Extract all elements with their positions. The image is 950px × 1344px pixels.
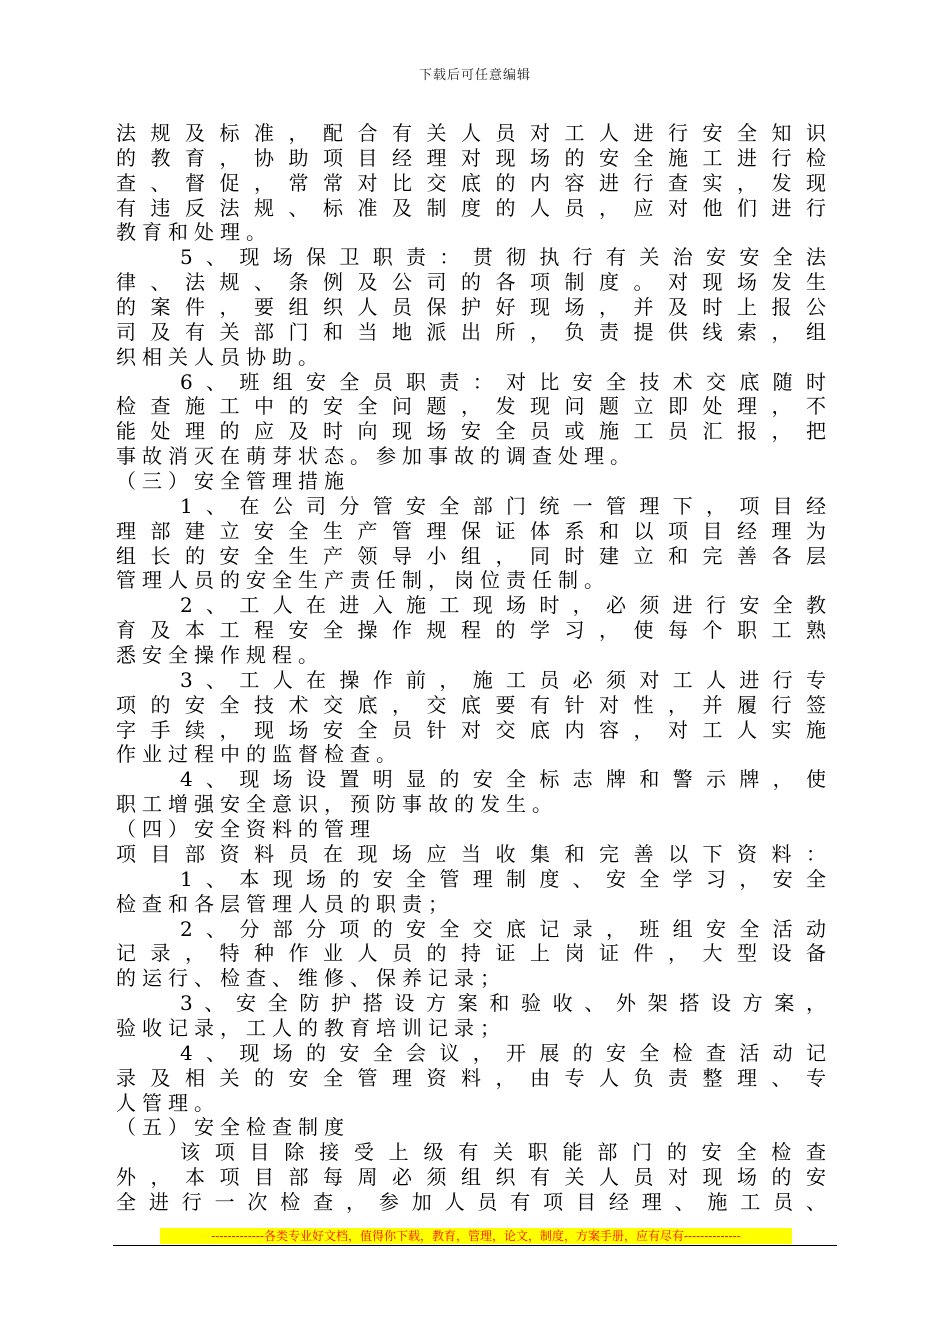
text-line: 检查施工中的安全问题，发现问题立即处理，不 <box>116 394 826 419</box>
text-line: 1、在公司分管安全部门统一管理下，项目经 <box>180 493 826 518</box>
footer-divider <box>113 1245 837 1246</box>
text-line: 4、现场的安全会议，开展的安全检查活动记 <box>180 1040 826 1065</box>
text-line: 1、本现场的安全管理制度、安全学习，安全 <box>180 866 826 891</box>
text-line: 记录，特种作业人员的持证上岗证件，大型设备 <box>116 941 826 966</box>
text-line: 司及有关部门和当地派出所，负责提供线索，组 <box>116 319 826 344</box>
page-header: 下载后可任意编辑 <box>418 68 531 83</box>
text-line: （五）安全检查制度 <box>116 1115 350 1140</box>
text-line: 能处理的应及时向现场安全员或施工员汇报，把 <box>116 419 826 444</box>
text-line: 理部建立安全生产管理保证体系和以项目经理为 <box>116 518 826 543</box>
text-line: 录及相关的安全管理资料，由专人负责整理、专 <box>116 1065 826 1090</box>
text-line: 组长的安全生产领导小组，同时建立和完善各层 <box>116 543 826 568</box>
text-line: 项的安全技术交底，交底要有针对性，并履行签 <box>116 692 826 717</box>
text-line: 的案件，要组织人员保护好现场，并及时上报公 <box>116 295 826 320</box>
text-line: 2、工人在进入施工现场时，必须进行安全教 <box>180 593 826 618</box>
text-line: 事故消灭在萌芽状态。参加事故的调查处理。 <box>116 444 636 469</box>
text-line: 项目部资料员在现场应当收集和完善以下资料： <box>116 841 826 866</box>
text-line: 3、安全防护搭设方案和验收、外架搭设方案， <box>180 991 826 1016</box>
text-line: 验收记录，工人的教育培训记录； <box>116 1015 506 1040</box>
text-line: 教育和处理。 <box>116 220 272 245</box>
text-line: 悉安全操作规程。 <box>116 643 324 668</box>
text-line: 作业过程中的监督检查。 <box>116 742 402 767</box>
text-line: （四）安全资料的管理 <box>116 817 376 842</box>
text-line: 法规及标准，配合有关人员对工人进行安全知识 <box>116 121 826 145</box>
text-line: 查、督促，常常对比交底的内容进行查实，发现 <box>116 170 826 195</box>
text-line: 2、分部分项的安全交底记录，班组安全活动 <box>180 916 826 941</box>
text-line: 5、现场保卫职责：贯彻执行有关治安安全法 <box>180 245 826 270</box>
text-line: 该项目除接受上级有关职能部门的安全检查 <box>180 1140 826 1165</box>
text-line: 的运行、检查、维修、保养记录； <box>116 966 506 991</box>
text-line: 有违反法规、标准及制度的人员，应对他们进行 <box>116 195 826 220</box>
text-line: 外，本项目部每周必须组织有关人员对现场的安 <box>116 1165 826 1190</box>
text-line: 检查和各层管理人员的职责； <box>116 891 454 916</box>
text-line: 3、工人在操作前，施工员必须对工人进行专 <box>180 667 826 692</box>
text-line: 织相关人员协助。 <box>116 344 324 369</box>
text-line: 字手续，现场安全员针对交底内容，对工人实施 <box>116 717 826 742</box>
text-line: 育及本工程安全操作规程的学习，使每个职工熟 <box>116 618 826 643</box>
footer-banner[interactable]: -------------各类专业好文档，值得你下载，教育，管理，论文，制度，方案手册，应有尽有-------------- <box>160 1228 792 1244</box>
text-line: 的教育，协助项目经理对现场的安全施工进行检 <box>116 145 826 170</box>
text-line: 律、法规、条例及公司的各项制度。对现场发生 <box>116 270 826 295</box>
text-line: 全进行一次检查，参加人员有项目经理、施工员、 <box>116 1189 826 1214</box>
text-line: （三）安全管理措施 <box>116 469 350 494</box>
text-line: 人管理。 <box>116 1090 220 1115</box>
document-body <box>116 121 826 1215</box>
text-line: 4、现场设置明显的安全标志牌和警示牌，使 <box>180 767 826 792</box>
text-line: 6、班组安全员职责：对比安全技术交底随时 <box>180 369 826 394</box>
text-line: 职工增强安全意识，预防事故的发生。 <box>116 792 558 817</box>
text-line: 管理人员的安全生产责任制，岗位责任制。 <box>116 568 610 593</box>
